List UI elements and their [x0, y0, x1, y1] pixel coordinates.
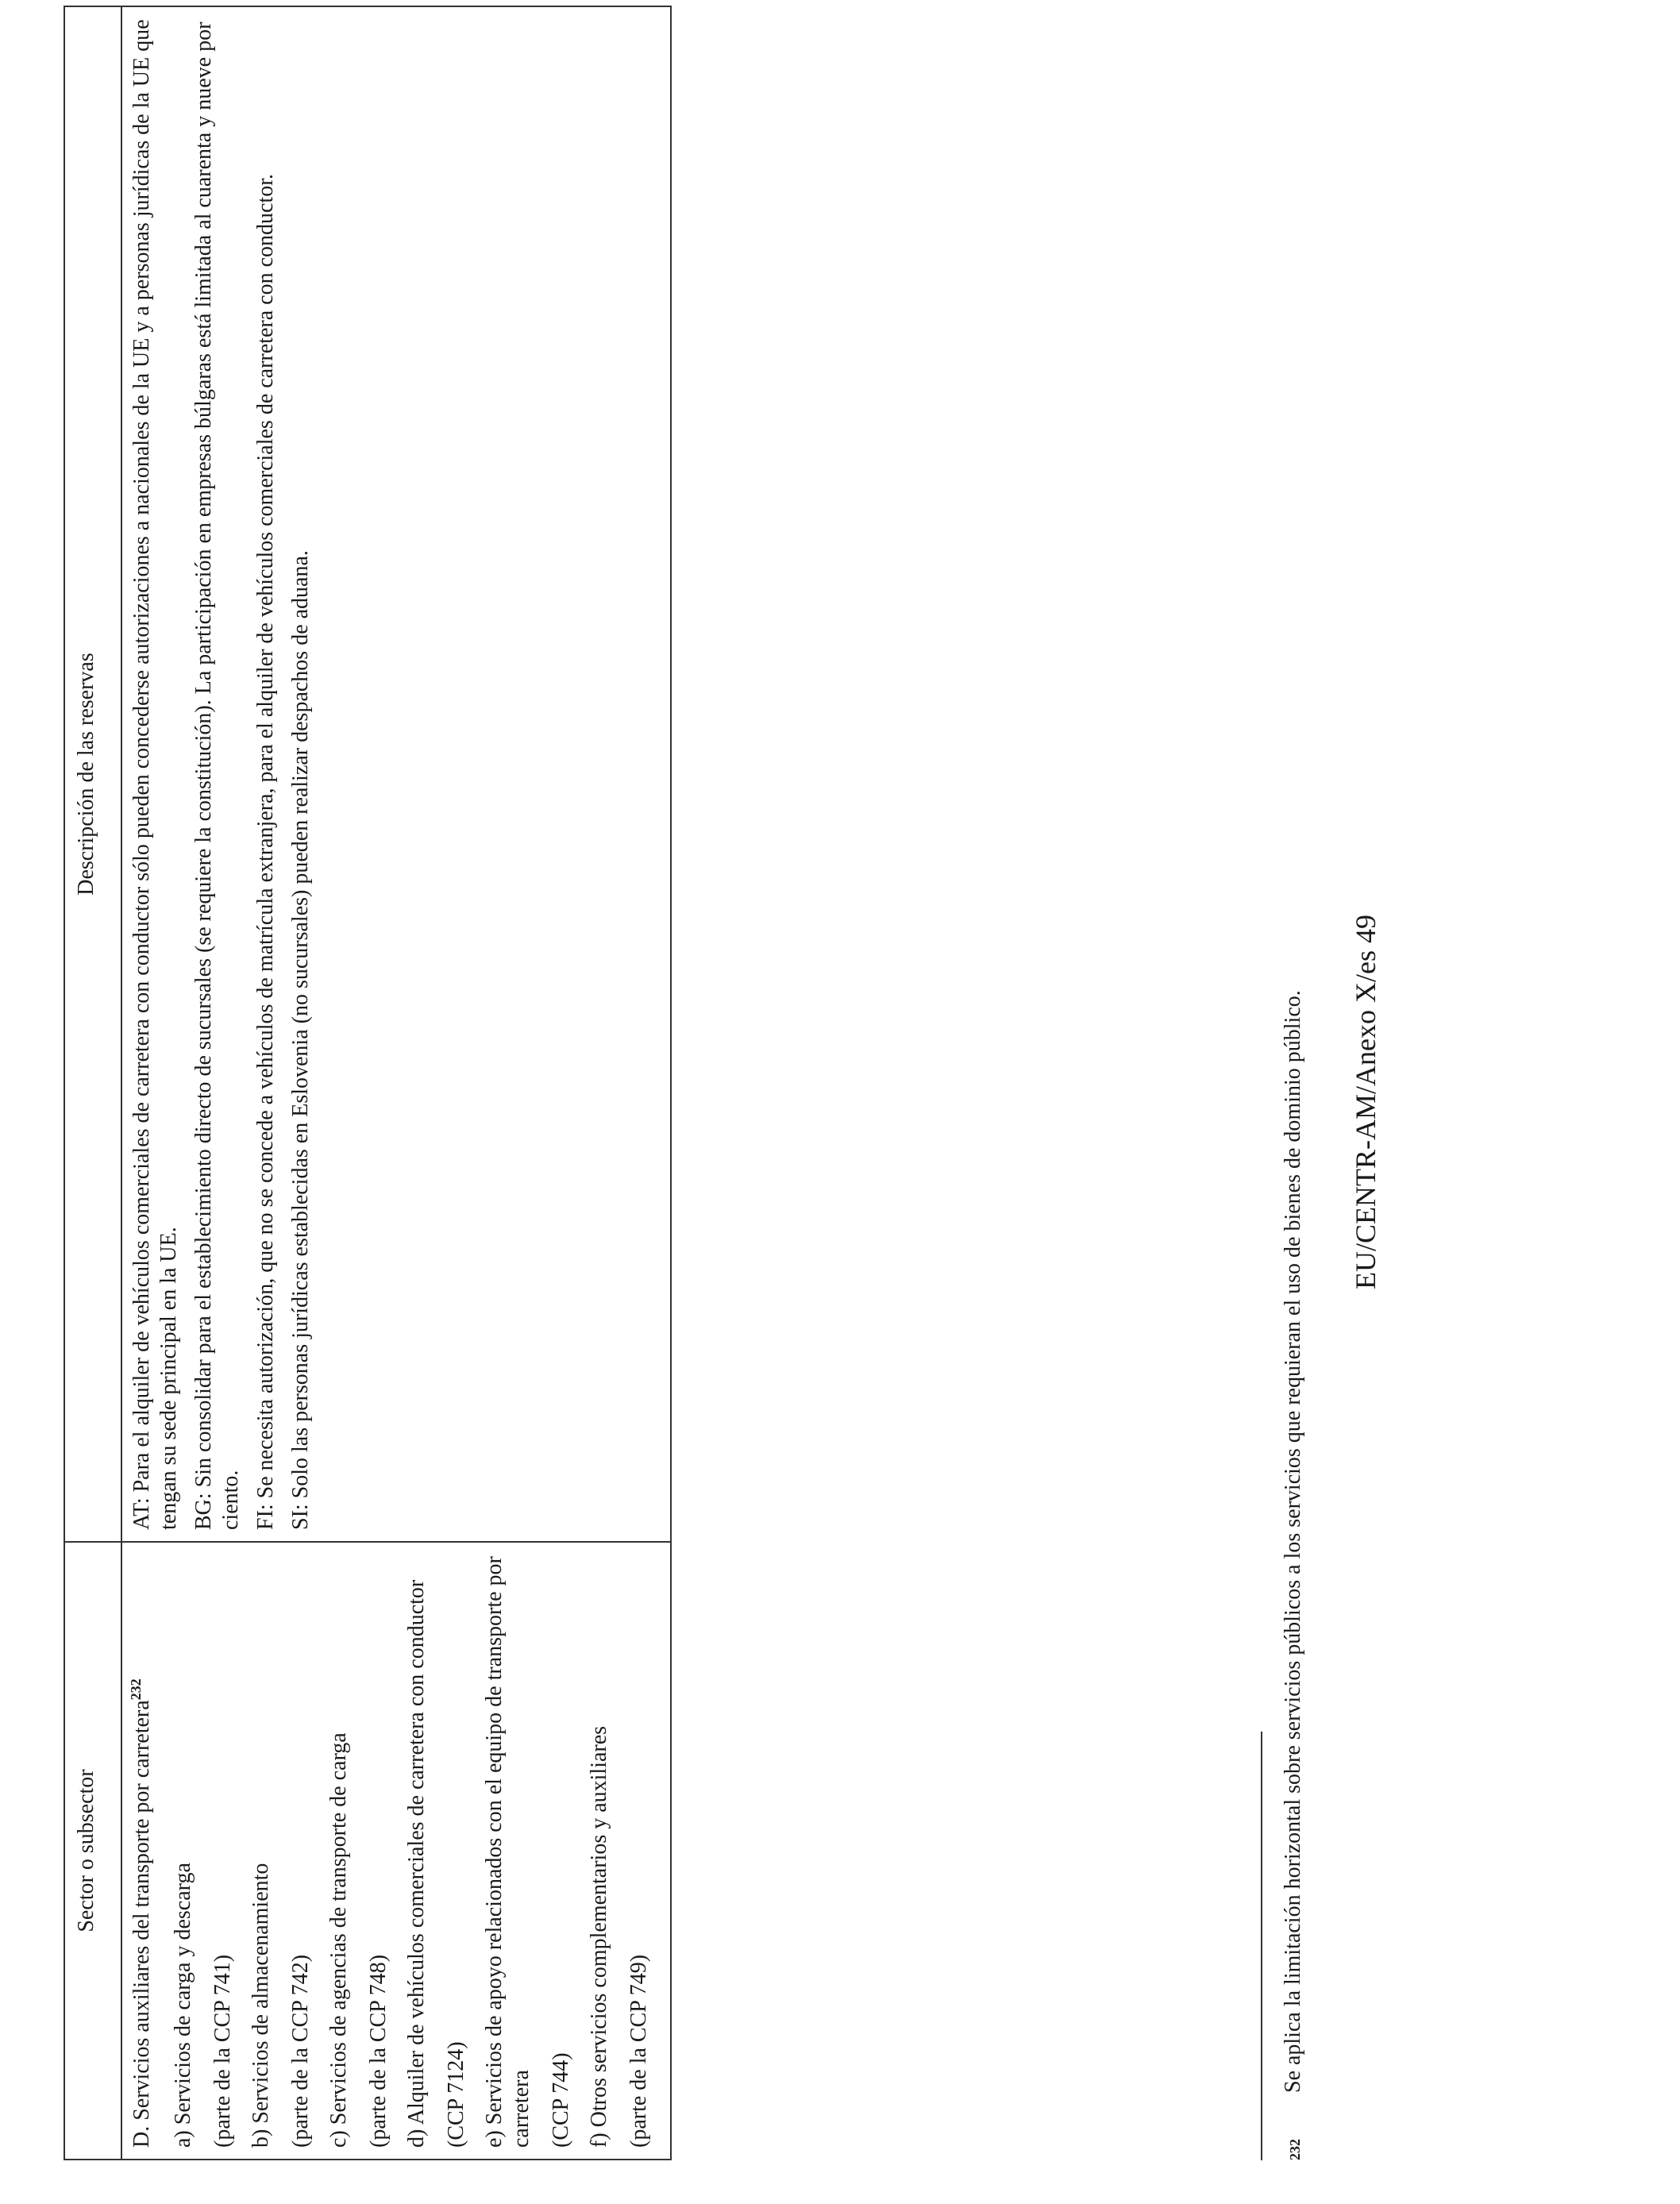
subsector-label: d) Alquiler de vehículos comerciales de carretera con conductor — [404, 1579, 429, 2148]
subsector-label: b) Servicios de almacenamiento — [249, 1863, 273, 2148]
subsector-label: c) Servicios de agencias de transporte de carga — [326, 1732, 351, 2148]
reservation-at: AT: Para el alquiler de vehículos comerciales de carretera con conductor sólo pueden concederse autorizaciones a nacionales de la UE y a personas jurídicas de la UE que tengan su sede principal en la UE. — [129, 19, 181, 1530]
subsector-item — [326, 1554, 392, 2148]
reservation-si: SI: Solo las personas jurídicas establecidas en Eslovenia (no sucursales) pueden realizar despachos de aduana. — [288, 550, 313, 1530]
header-description: Descripción de las reservas — [64, 6, 121, 1542]
subsector-item — [586, 1554, 653, 2148]
reservation-fi: FI: Se necesita autorización, que no se concede a vehículos de matrícula extranjera, para el alquiler de vehículos comerciales de carretera con conductor. — [253, 174, 278, 1530]
table-header-row — [64, 6, 121, 2160]
description-cell — [121, 6, 671, 1542]
subsector-ccp: (CCP 744) — [549, 2052, 573, 2148]
sector-cell — [121, 1542, 671, 2160]
subsector-label: a) Servicios de carga y descarga — [171, 1863, 195, 2148]
subsector-label: f) Otros servicios complementarios y auxiliares — [587, 1725, 611, 2148]
footnote-divider — [1261, 1732, 1262, 2160]
reservations-table — [64, 6, 672, 2160]
header-sector: Sector o subsector — [64, 1542, 121, 2160]
subsector-ccp: (parte de la CCP 748) — [366, 1954, 391, 2148]
subsector-ccp: (parte de la CCP 742) — [288, 1954, 313, 2148]
subsector-ccp: (CCP 7124) — [444, 2041, 468, 2148]
reservation-bg: BG: Sin consolidar para el establecimiento directo de sucursales (se requiere la constitución). La participación en empresas búlgaras está limitada al cuarenta y nueve por ciento. — [191, 21, 243, 1530]
subsector-ccp: (parte de la CCP 749) — [626, 1954, 651, 2148]
footnote-text: Se aplica la limitación horizontal sobre servicios públicos a los servicios que requieran el uso de bienes de dominio público. — [1281, 990, 1305, 2093]
subsector-item — [481, 1554, 575, 2148]
table-row — [121, 6, 671, 2160]
footnote-ref: 232 — [128, 1678, 144, 1701]
subsector-item — [403, 1554, 470, 2148]
subsector-item — [170, 1554, 237, 2148]
subsector-label: e) Servicios de apoyo relacionados con el equipo de transporte por carretera — [482, 1556, 534, 2148]
subsector-ccp: (parte de la CCP 741) — [210, 1954, 235, 2148]
footnote-number: 232 — [1286, 2139, 1303, 2160]
sector-title: D. Servicios auxiliares del transporte por carretera$^{232}$ — [128, 1678, 154, 2148]
subsector-item — [248, 1554, 314, 2148]
footnote — [1280, 990, 1308, 2160]
page-identifier: EU/CENTR-AM/Anexo X/es 49 — [1350, 915, 1381, 1289]
